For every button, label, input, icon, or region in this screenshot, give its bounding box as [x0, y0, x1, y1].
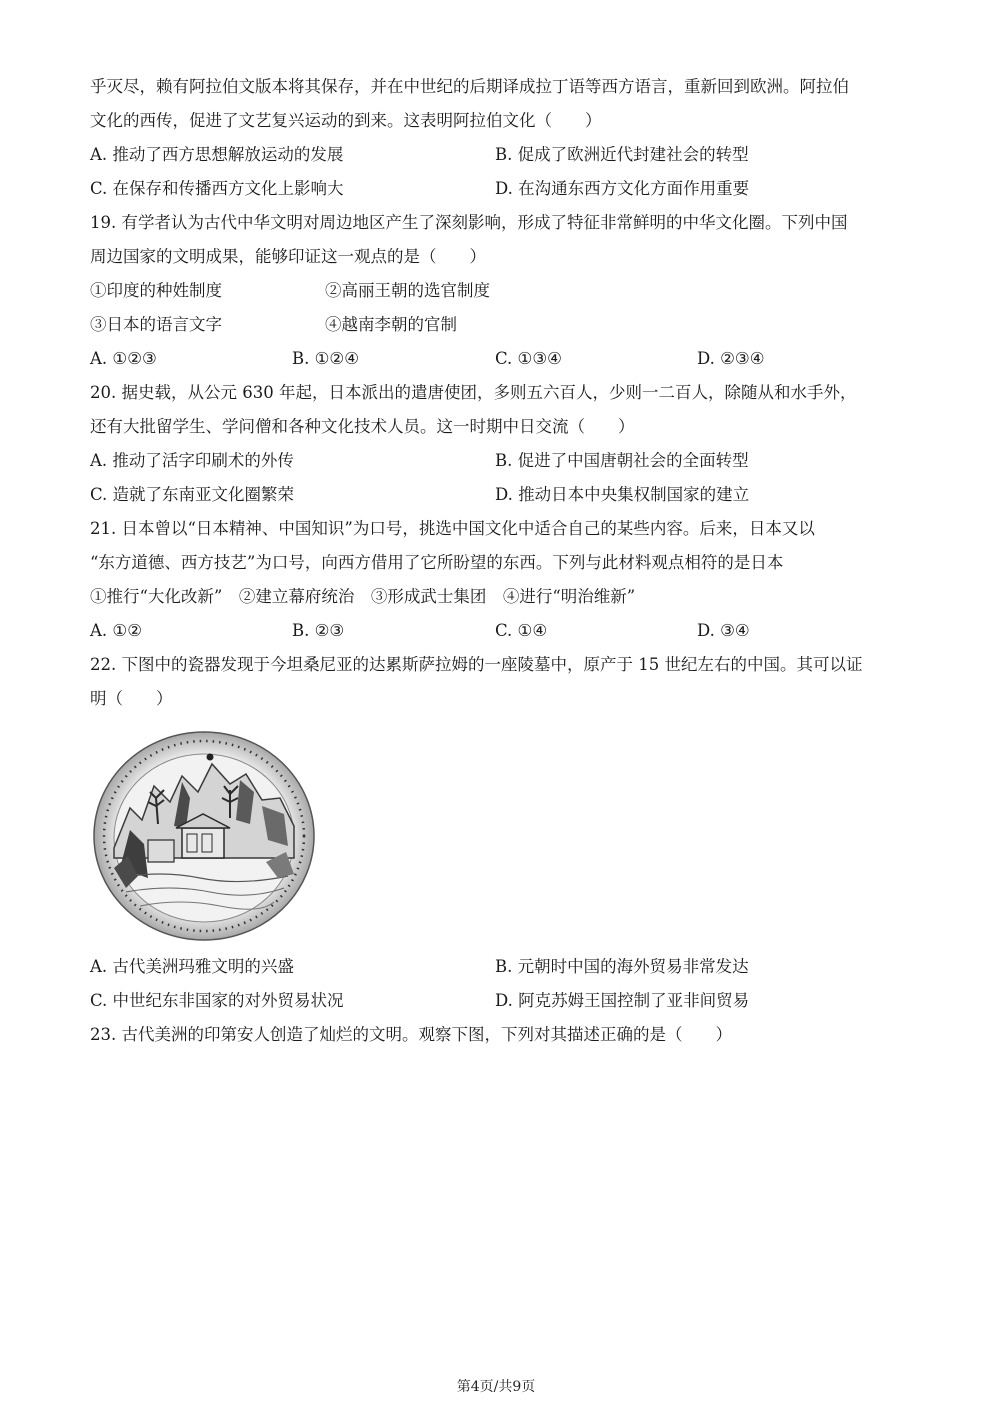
q20-option-c: C. 造就了东南亚文化圈繁荣	[90, 485, 295, 504]
q22-option-a: A. 古代美洲玛雅文明的兴盛	[90, 957, 294, 976]
q18-option-b: B. 促成了欧洲近代封建社会的转型	[495, 145, 749, 164]
q18-stem-line-1: 乎灭尽，赖有阿拉伯文版本将其保存，并在中世纪的后期译成拉丁语等西方语言，重新回到欧洲。阿拉伯	[90, 77, 849, 96]
q21-option-d: D. ③④	[697, 621, 750, 640]
q22-option-c: C. 中世纪东非国家的对外贸易状况	[90, 991, 344, 1010]
q21-option-b: B. ②③	[292, 621, 345, 640]
q19-statement-1: ①印度的种姓制度	[90, 281, 222, 300]
q19-statement-2: ②高丽王朝的选官制度	[325, 281, 490, 300]
q19-option-a: A. ①②③	[90, 349, 157, 368]
q19-stem-line-2: 周边国家的文明成果，能够印证这一观点的是（ ）	[90, 247, 486, 266]
q22-option-b: B. 元朝时中国的海外贸易非常发达	[495, 957, 749, 976]
porcelain-plate-image	[90, 728, 318, 944]
q22-stem-line-1: 22. 下图中的瓷器发现于今坦桑尼亚的达累斯萨拉姆的一座陵墓中，原产于 15 世纪左右的中国。其可以证	[90, 655, 863, 674]
q18-option-a: A. 推动了西方思想解放运动的发展	[90, 145, 344, 164]
q21-stem-line-1: 21. 日本曾以“日本精神、中国知识”为口号，挑选中国文化中适合自己的某些内容。后来，日本又以	[90, 519, 815, 538]
q20-option-d: D. 推动日本中央集权制国家的建立	[495, 485, 750, 504]
q18-stem-line-2: 文化的西传，促进了文艺复兴运动的到来。这表明阿拉伯文化（ ）	[90, 111, 602, 130]
q22-stem-line-2: 明（ ）	[90, 689, 173, 708]
q20-option-a: A. 推动了活字印刷术的外传	[90, 451, 294, 470]
q22-option-d: D. 阿克苏姆王国控制了亚非间贸易	[495, 991, 750, 1010]
page-number: 第4页/共9页	[456, 1379, 536, 1395]
q19-option-d: D. ②③④	[697, 349, 765, 368]
q19-stem-line-1: 19. 有学者认为古代中华文明对周边地区产生了深刻影响，形成了特征非常鲜明的中华文化圈。下列中国	[90, 213, 848, 232]
q21-option-c: C. ①④	[495, 621, 548, 640]
q21-stem-line-2: “东方道德、西方技艺”为口号，向西方借用了它所盼望的东西。下列与此材料观点相符的是日本	[90, 553, 784, 572]
q20-option-b: B. 促进了中国唐朝社会的全面转型	[495, 451, 749, 470]
q23-stem-line-1: 23. 古代美洲的印第安人创造了灿烂的文明。观察下图，下列对其描述正确的是（ ）	[90, 1025, 732, 1044]
q21-statements: ①推行“大化改新” ②建立幕府统治 ③形成武士集团 ④进行“明治维新”	[90, 587, 636, 606]
q21-option-a: A. ①②	[90, 621, 142, 640]
q19-statement-4: ④越南李朝的官制	[325, 315, 457, 334]
q19-option-b: B. ①②④	[292, 349, 359, 368]
q18-option-d: D. 在沟通东西方文化方面作用重要	[495, 179, 750, 198]
q19-statement-3: ③日本的语言文字	[90, 315, 222, 334]
q19-option-c: C. ①③④	[495, 349, 562, 368]
q20-stem-line-2: 还有大批留学生、学问僧和各种文化技术人员。这一时期中日交流（ ）	[90, 417, 635, 436]
q18-option-c: C. 在保存和传播西方文化上影响大	[90, 179, 344, 198]
q20-stem-line-1: 20. 据史载，从公元 630 年起，日本派出的遣唐使团，多则五六百人，少则一二百人，除随从和水手外，	[90, 383, 857, 402]
